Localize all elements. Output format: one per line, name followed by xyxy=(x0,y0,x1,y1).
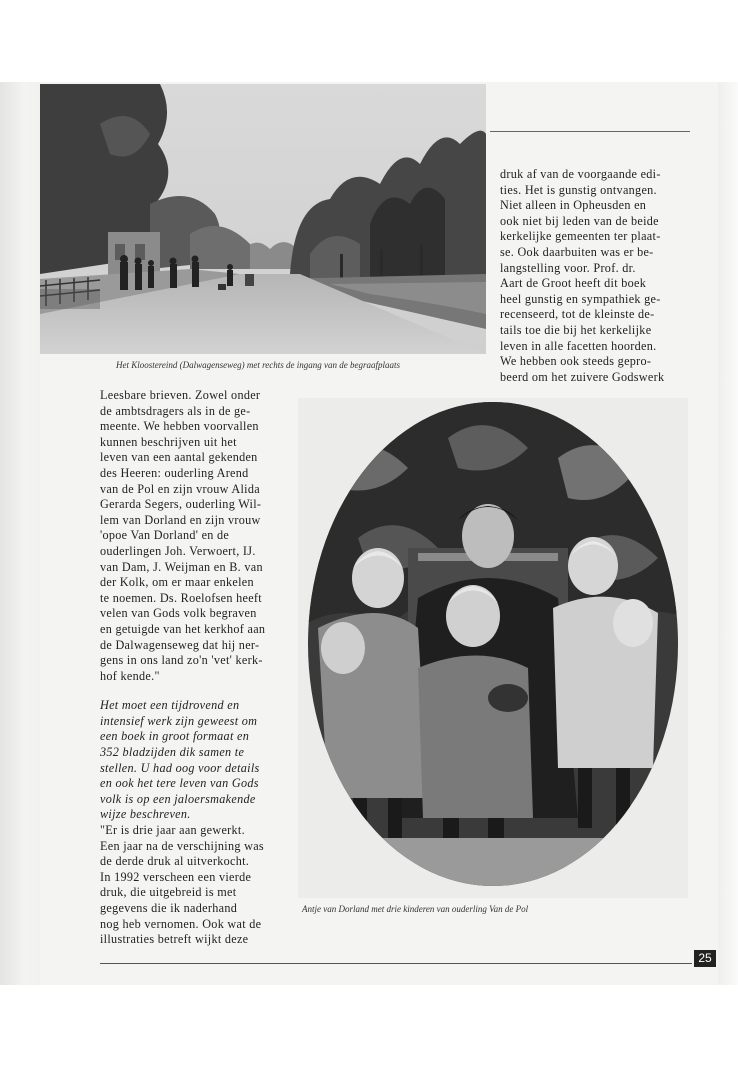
text-line: de derde druk al uitverkocht. xyxy=(100,854,250,869)
street-photo-caption: Het Kloostereind (Dalwagenseweg) met rechts de ingang van de begraafplaats xyxy=(116,360,401,370)
portrait-photo xyxy=(298,398,688,898)
question-line: een boek in groot formaat en xyxy=(100,729,250,744)
portrait-photo-caption: Antje van Dorland met drie kinderen van ouderling Van de Pol xyxy=(302,904,529,914)
text-line: en getuigde van het kerkhof aan xyxy=(100,621,266,636)
top-rule xyxy=(490,131,690,132)
text-line: ties. Het is gunstig ontvangen. xyxy=(500,182,657,197)
text-line: heel gunstig en sympathiek ge- xyxy=(500,291,661,306)
text-line: druk af van de voorgaande edi- xyxy=(500,167,661,181)
text-line: Een jaar na de verschijning was xyxy=(100,838,264,853)
text-line: nog heb vernomen. Ook wat de xyxy=(100,916,262,931)
text-line: des Heeren: ouderling Arend xyxy=(100,465,249,480)
text-line: hof kende." xyxy=(100,668,160,683)
text-line: We hebben ook steeds gepro- xyxy=(500,354,652,369)
text-line: tails toe die bij het kerkelijke xyxy=(500,322,652,337)
text-line: recenseerd, tot de kleinste de- xyxy=(500,307,655,322)
text-line: van de Pol en zijn vrouw Alida xyxy=(100,481,260,496)
text-line: Leesbare brieven. Zowel onder xyxy=(100,388,261,402)
left-column-text xyxy=(100,388,287,948)
text-line: de Dalwagenseweg dat hij ner- xyxy=(100,637,260,652)
question-line: intensief werk zijn geweest om xyxy=(100,713,258,728)
text-line: lem van Dorland en zijn vrouw xyxy=(100,512,261,527)
book-spine-shadow xyxy=(0,82,40,985)
text-line: Gerarda Segers, ouderling Wil- xyxy=(100,497,262,512)
text-line: Aart de Groot heeft dit boek xyxy=(500,276,647,291)
text-line: beerd om het zuivere Godswerk xyxy=(500,369,665,384)
text-line: kunnen beschrijven uit het xyxy=(100,434,237,449)
question-line: en ook het tere leven van Gods xyxy=(100,776,259,791)
text-line: te noemen. Ds. Roelofsen heeft xyxy=(100,590,262,605)
right-column-text xyxy=(500,167,690,385)
text-line: gegevens die ik naderhand xyxy=(100,901,238,915)
text-line: druk, die uitgebreid is met xyxy=(100,885,237,900)
text-line: se. Ook daarbuiten was er be- xyxy=(500,244,654,259)
text-line: ook niet bij leden van de beide xyxy=(500,213,659,228)
page-edge xyxy=(718,82,738,985)
text-line: ouderlingen Joh. Verwoert, IJ. xyxy=(100,543,256,558)
text-line: gens in ons land zo'n 'vet' kerk- xyxy=(100,653,263,668)
text-line: Niet alleen in Opheusden en xyxy=(500,198,647,213)
text-line: van Dam, J. Weijman en B. van xyxy=(100,559,263,574)
text-line: der Kolk, om er maar enkelen xyxy=(100,575,254,590)
street-photo xyxy=(40,84,486,354)
text-line: illustraties betreft wijkt deze xyxy=(100,932,249,947)
question-line: Het moet een tijdrovend en xyxy=(100,698,240,713)
text-line: de ambtsdragers als in de ge- xyxy=(100,403,251,418)
text-line: meente. We hebben voorvallen xyxy=(100,419,259,434)
text-line: leven in alle facetten hoorden. xyxy=(500,338,657,353)
text-line: "Er is drie jaar aan gewerkt. xyxy=(100,823,245,838)
question-line: volk is op een jaloersmakende xyxy=(100,791,256,806)
text-line: langstelling voor. Prof. dr. xyxy=(500,260,636,275)
question-line: 352 bladzijden dik samen te xyxy=(100,745,245,760)
footer-rule xyxy=(100,963,692,964)
text-line: kerkelijke gemeenten ter plaat- xyxy=(500,229,661,244)
text-line: leven van een aantal gekenden xyxy=(100,450,258,465)
question-line: wijze beschreven. xyxy=(100,807,191,822)
page-number: 25 xyxy=(694,950,716,967)
text-line: 'opoe Van Dorland' en de xyxy=(100,528,230,543)
question-line: stellen. U had oog voor details xyxy=(100,760,260,775)
text-line: In 1992 verscheen een vierde xyxy=(100,869,252,884)
text-line: velen van Gods volk begraven xyxy=(100,606,257,621)
